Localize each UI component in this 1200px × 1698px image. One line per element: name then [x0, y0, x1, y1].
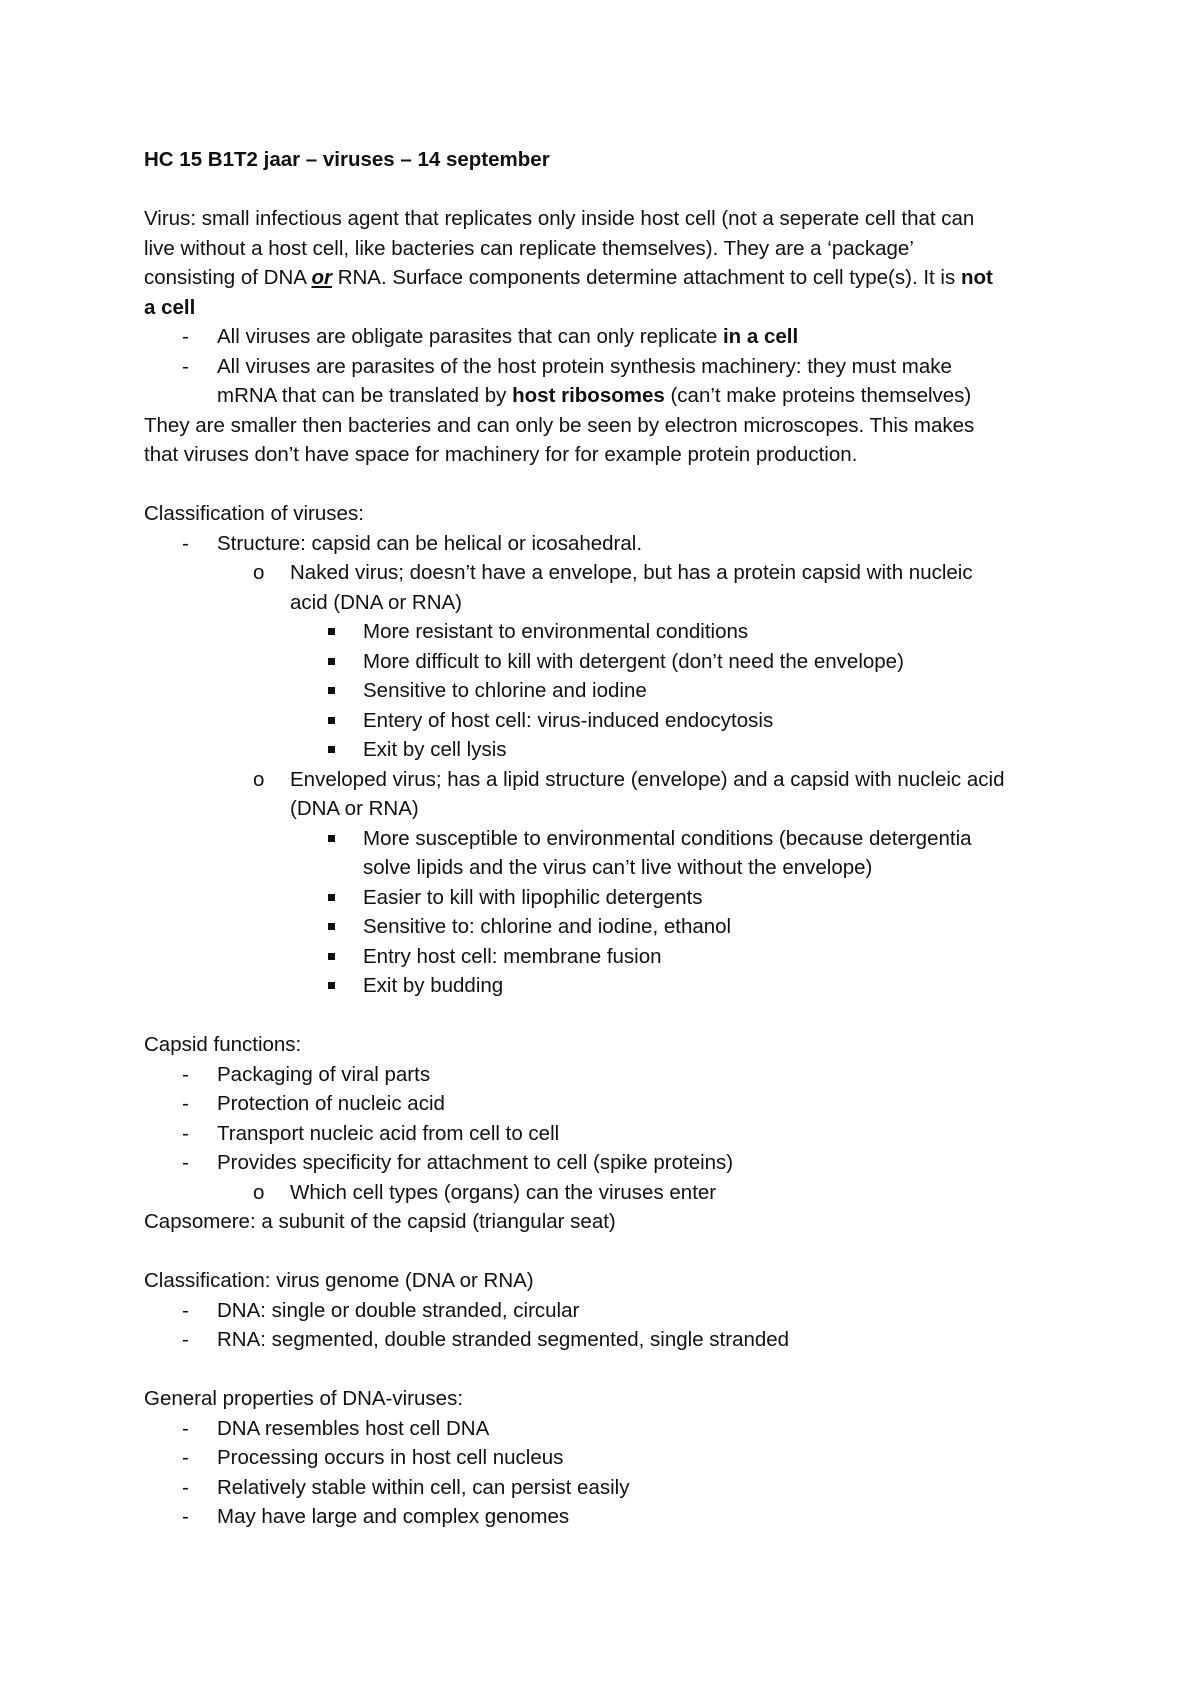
dash-bullet: -	[182, 1416, 189, 1440]
bullet-item	[144, 1296, 1064, 1326]
page-title: HC 15 B1T2 jaar – viruses – 14 september	[144, 148, 550, 171]
square-bullet-icon	[328, 942, 335, 972]
dash-bullet: -	[182, 354, 189, 378]
text-span: Packaging of viral parts	[217, 1062, 431, 1086]
text-span: RNA: segmented, double stranded segmented, single stranded	[217, 1328, 790, 1351]
text-span: Sensitive to chlorine and iodine	[363, 679, 647, 702]
text-span: Easier to kill with lipophilic detergents	[363, 885, 703, 909]
bullet-item	[144, 352, 1064, 382]
square-bullet-item	[144, 912, 1064, 942]
document-content	[144, 145, 1064, 1532]
dash-bullet: -	[182, 1062, 189, 1086]
square-bullet-icon	[328, 912, 335, 942]
dash-bullet: -	[182, 1475, 189, 1499]
text-line: that viruses don’t have space for machinery for for example protein production.	[144, 443, 858, 466]
sub-bullet-item	[144, 765, 1064, 795]
text-span: May have large and complex genomes	[217, 1505, 570, 1528]
text-line	[144, 263, 1064, 293]
text-span: RNA. Surface components determine attachment to cell type(s). It is	[332, 266, 961, 289]
text-span: More difficult to kill with detergent (don’t need the envelope)	[363, 649, 904, 673]
virus-definition-paragraph	[144, 204, 1064, 322]
bullet-continuation	[144, 381, 1064, 411]
section-heading: Capsid functions:	[144, 1033, 302, 1056]
square-bullet-icon	[328, 676, 335, 706]
text-span: consisting of DNA	[144, 266, 312, 289]
square-bullet-icon	[328, 883, 335, 913]
dash-bullet: -	[182, 325, 189, 348]
text-span: Enveloped virus; has a lipid structure (envelope) and a capsid with nucleic acid	[290, 767, 1005, 791]
bullet-item	[144, 1443, 1064, 1473]
text-span: Exit by budding	[363, 974, 504, 997]
dash-bullet: -	[182, 1151, 189, 1174]
square-bullet-continuation	[144, 853, 1064, 883]
text-span: More resistant to environmental conditions	[363, 620, 749, 643]
emphasis-not: not	[960, 266, 993, 289]
section-heading: Classification: virus genome (DNA or RNA)	[144, 1269, 534, 1292]
square-bullet-item	[144, 971, 1064, 1001]
bullet-item	[144, 529, 1064, 559]
text-line: Capsomere: a subunit of the capsid (triangular seat)	[144, 1210, 616, 1233]
square-bullet-icon	[328, 706, 335, 736]
sub-bullet-item	[144, 558, 1064, 588]
text-line: They are smaller then bacteries and can only be seen by electron microscopes. This makes	[144, 413, 975, 437]
square-bullet-item	[144, 617, 1064, 647]
bullet-item	[144, 1325, 1064, 1355]
section-heading: Classification of viruses:	[144, 502, 364, 525]
emphasis-in-a-cell: in a cell	[722, 325, 799, 348]
circle-bullet: o	[253, 767, 265, 791]
bullet-item	[144, 1414, 1064, 1444]
text-span: Structure: capsid can be helical or icosahedral.	[217, 531, 643, 555]
emphasis-a-cell: a cell	[144, 295, 196, 319]
text-span: mRNA that can be translated by	[217, 384, 513, 407]
dash-bullet: -	[182, 1121, 189, 1145]
square-bullet-item	[144, 647, 1064, 677]
text-span: Naked virus; doesn’t have a envelope, but has a protein capsid with nucleic	[290, 561, 973, 584]
square-bullet-item	[144, 676, 1064, 706]
text-span: All viruses are obligate parasites that can only replicate	[217, 325, 723, 348]
bullet-item	[144, 1502, 1064, 1532]
emphasis-host-ribosomes: host ribosomes	[512, 384, 665, 407]
square-bullet-icon	[328, 824, 335, 854]
text-span: Processing occurs in host cell nucleus	[217, 1446, 564, 1469]
dash-bullet: -	[182, 531, 189, 555]
dash-bullet: -	[182, 1298, 189, 1322]
square-bullet-icon	[328, 971, 335, 1001]
text-span: solve lipids and the virus can’t live without the envelope)	[363, 856, 873, 879]
dash-bullet: -	[182, 1446, 189, 1469]
square-bullet-icon	[328, 735, 335, 765]
text-span: Protection of nucleic acid	[217, 1092, 445, 1115]
square-bullet-item	[144, 883, 1064, 913]
text-span: Provides specificity for attachment to cell (spike proteins)	[217, 1151, 734, 1174]
sub-bullet-continuation	[144, 588, 1064, 618]
dash-bullet: -	[182, 1328, 189, 1351]
text-span: Transport nucleic acid from cell to cell	[217, 1121, 560, 1145]
text-line: Virus: small infectious agent that replicates only inside host cell (not a seperate cell that can	[144, 207, 975, 230]
square-bullet-item	[144, 824, 1064, 854]
text-span: Entery of host cell: virus-induced endocytosis	[363, 708, 774, 732]
dash-bullet: -	[182, 1092, 189, 1115]
emphasis-or: or	[311, 266, 332, 289]
text-line: live without a host cell, like bacteries can replicate themselves). They are a ‘package’	[144, 236, 914, 260]
bullet-item	[144, 322, 1064, 352]
text-span: Entry host cell: membrane fusion	[363, 944, 662, 968]
text-span: Which cell types (organs) can the viruses enter	[290, 1180, 717, 1204]
square-bullet-item	[144, 735, 1064, 765]
square-bullet-icon	[328, 647, 335, 677]
text-span: More susceptible to environmental conditions (because detergentia	[363, 826, 972, 850]
text-span: Sensitive to: chlorine and iodine, ethanol	[363, 915, 732, 938]
text-span: (DNA or RNA)	[290, 797, 419, 820]
bullet-item	[144, 1473, 1064, 1503]
text-span: DNA: single or double stranded, circular	[217, 1298, 580, 1322]
text-span: Exit by cell lysis	[363, 738, 507, 761]
bullet-item	[144, 1119, 1064, 1149]
text-span: acid (DNA or RNA)	[290, 590, 463, 614]
text-span: DNA resembles host cell DNA	[217, 1416, 490, 1440]
square-bullet-icon	[328, 617, 335, 647]
circle-bullet: o	[253, 561, 265, 584]
text-span: Relatively stable within cell, can persist easily	[217, 1475, 630, 1499]
sub-bullet-item	[144, 1178, 1064, 1208]
text-span: All viruses are parasites of the host protein synthesis machinery: they must make	[217, 354, 952, 378]
bullet-item	[144, 1060, 1064, 1090]
bullet-item	[144, 1089, 1064, 1119]
text-span: (can’t make proteins themselves)	[664, 384, 972, 407]
square-bullet-item	[144, 942, 1064, 972]
square-bullet-item	[144, 706, 1064, 736]
section-heading: General properties of DNA-viruses:	[144, 1387, 464, 1410]
bullet-item	[144, 1148, 1064, 1178]
circle-bullet: o	[253, 1180, 265, 1204]
dash-bullet: -	[182, 1505, 189, 1528]
sub-bullet-continuation	[144, 794, 1064, 824]
